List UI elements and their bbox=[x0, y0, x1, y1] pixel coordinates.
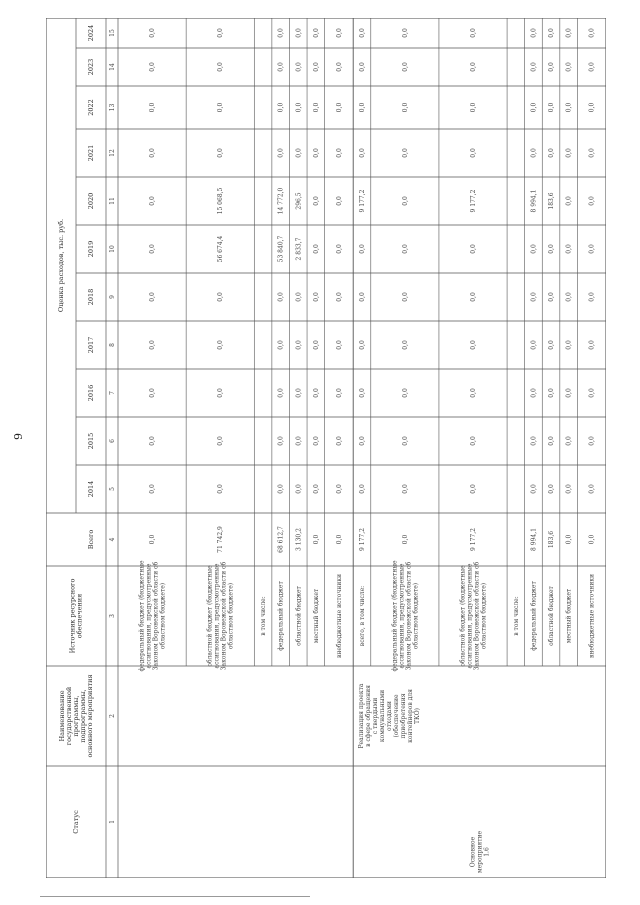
row-6-year-2019: 0,0 bbox=[335, 244, 343, 254]
row-4-year-2021: 0,0 bbox=[294, 148, 302, 158]
row-11-year-2017: 0,0 bbox=[529, 340, 537, 350]
row-5-year-2015: 0,0 bbox=[312, 436, 320, 446]
row-12-year-2018: 0,0 bbox=[547, 292, 555, 302]
row-14-year-2020: 0,0 bbox=[588, 196, 596, 206]
row-9-year-2024: 0,0 bbox=[469, 28, 477, 38]
column-number-1: 1 bbox=[108, 820, 116, 824]
row-3-year-2017: 0,0 bbox=[277, 340, 285, 350]
row-1-year-2017: 0,0 bbox=[216, 340, 224, 350]
row-7-year-2024: 0,0 bbox=[358, 28, 366, 38]
row-3-year-2016: 0,0 bbox=[277, 388, 285, 398]
row-total-14: 0,0 bbox=[588, 534, 596, 545]
row-13-year-2014: 0,0 bbox=[565, 484, 573, 494]
row-6-year-2021: 0,0 bbox=[335, 148, 343, 158]
row-12-year-2016: 0,0 bbox=[547, 388, 555, 398]
row-total-7: 9 177,2 bbox=[358, 528, 366, 551]
row-7-year-2018: 0,0 bbox=[358, 292, 366, 302]
row-4-year-2015: 0,0 bbox=[294, 436, 302, 446]
row-1-year-2021: 0,0 bbox=[216, 148, 224, 158]
row-14-year-2024: 0,0 bbox=[588, 28, 596, 38]
column-number-6: 6 bbox=[108, 439, 116, 443]
row-1-year-2019: 56 674,4 bbox=[216, 235, 224, 263]
header-year-2015: 2015 bbox=[87, 432, 95, 450]
row-total-5: 0,0 bbox=[312, 534, 320, 545]
row-5-year-2023: 0,0 bbox=[312, 62, 320, 72]
row-13-year-2019: 0,0 bbox=[565, 244, 573, 254]
row-9-year-2022: 0,0 bbox=[469, 102, 477, 113]
row-4-year-2022: 0,0 bbox=[294, 102, 302, 113]
row-13-year-2023: 0,0 bbox=[565, 62, 573, 72]
row-12-year-2022: 0,0 bbox=[547, 102, 555, 113]
row-4-year-2023: 0,0 bbox=[294, 62, 302, 72]
row-source-10: в том числе: bbox=[512, 596, 520, 636]
row-3-year-2015: 0,0 bbox=[277, 436, 285, 446]
row-7-year-2017: 0,0 bbox=[358, 340, 366, 350]
row-13-year-2024: 0,0 bbox=[565, 28, 573, 38]
row-3-year-2022: 0,0 bbox=[277, 102, 285, 113]
row-9-year-2023: 0,0 bbox=[469, 62, 477, 72]
header-year-2014: 2014 bbox=[87, 480, 95, 498]
row-7-year-2015: 0,0 bbox=[358, 436, 366, 446]
header-year-2017: 2017 bbox=[87, 336, 95, 354]
column-number-5: 5 bbox=[108, 487, 116, 491]
row-7-year-2021: 0,0 bbox=[358, 148, 366, 158]
row-5-year-2018: 0,0 bbox=[312, 292, 320, 302]
row-6-year-2015: 0,0 bbox=[335, 436, 343, 446]
row-9-year-2015: 0,0 bbox=[469, 436, 477, 446]
row-source-4: областной бюджет bbox=[294, 586, 302, 646]
row-source-0: федеральный бюджет (бюджетныеассигнования, предусмотренныеЗаконом Воронежской области обобластном бюджете) bbox=[138, 560, 167, 672]
row-5-year-2017: 0,0 bbox=[312, 340, 320, 350]
column-number-14: 14 bbox=[108, 63, 116, 71]
row-9-year-2021: 0,0 bbox=[469, 148, 477, 158]
row-5-year-2016: 0,0 bbox=[312, 388, 320, 398]
row-8-year-2021: 0,0 bbox=[401, 148, 409, 158]
row-9-year-2016: 0,0 bbox=[469, 388, 477, 398]
row-3-year-2024: 0,0 bbox=[277, 28, 285, 38]
row-4-year-2016: 0,0 bbox=[294, 388, 302, 398]
row-6-year-2016: 0,0 bbox=[335, 388, 343, 398]
row-0-year-2014: 0,0 bbox=[148, 484, 156, 494]
row-11-year-2024: 0,0 bbox=[529, 28, 537, 38]
row-7-year-2022: 0,0 bbox=[358, 102, 366, 113]
column-number-10: 10 bbox=[108, 245, 116, 253]
row-11-year-2015: 0,0 bbox=[529, 436, 537, 446]
row-3-year-2018: 0,0 bbox=[277, 292, 285, 302]
row-8-year-2017: 0,0 bbox=[401, 340, 409, 350]
row-1-year-2014: 0,0 bbox=[216, 484, 224, 494]
row-7-year-2014: 0,0 bbox=[358, 484, 366, 494]
row-1-year-2022: 0,0 bbox=[216, 102, 224, 113]
row-6-year-2024: 0,0 bbox=[335, 28, 343, 38]
row-13-year-2022: 0,0 bbox=[565, 102, 573, 113]
row-0-year-2017: 0,0 bbox=[148, 340, 156, 350]
row-8-year-2015: 0,0 bbox=[401, 436, 409, 446]
row-total-11: 8 994,1 bbox=[529, 528, 537, 551]
row-source-9: областной бюджет (бюджетныеассигнования, предусмотренныеЗаконом Воронежской области обобластном бюджете) bbox=[459, 561, 488, 671]
row-5-year-2021: 0,0 bbox=[312, 148, 320, 158]
row-5-year-2024: 0,0 bbox=[312, 28, 320, 38]
row-total-0: 0,0 bbox=[148, 534, 156, 545]
row-total-13: 0,0 bbox=[565, 534, 573, 545]
row-3-year-2014: 0,0 bbox=[277, 484, 285, 494]
header-year-2020: 2020 bbox=[87, 192, 95, 210]
row-6-year-2023: 0,0 bbox=[335, 62, 343, 72]
header-group-title: Оценка расходов, тыс. руб. bbox=[57, 218, 65, 313]
row-14-year-2014: 0,0 bbox=[588, 484, 596, 494]
row-13-year-2018: 0,0 bbox=[565, 292, 573, 302]
row-4-year-2018: 0,0 bbox=[294, 292, 302, 302]
row-total-6: 0,0 bbox=[335, 534, 343, 545]
row-14-year-2017: 0,0 bbox=[588, 340, 596, 350]
row-source-2: в том числе: bbox=[259, 596, 267, 636]
header-year-2023: 2023 bbox=[87, 58, 95, 76]
header-name: Наименованиегосударственнойпрограммы,подпрограммы,основного мероприятия bbox=[58, 674, 94, 758]
section-status: Основноемероприятие1.6 bbox=[469, 830, 491, 874]
row-source-13: местный бюджет bbox=[565, 588, 573, 644]
row-total-1: 71 742,9 bbox=[216, 526, 224, 553]
row-6-year-2017: 0,0 bbox=[335, 340, 343, 350]
row-source-1: областной бюджет (бюджетныеассигнования, предусмотренныеЗаконом Воронежской области обобластном бюджете) bbox=[206, 561, 235, 671]
row-1-year-2024: 0,0 bbox=[216, 28, 224, 38]
row-source-6: внебюджетные источники bbox=[335, 573, 343, 659]
row-12-year-2024: 0,0 bbox=[547, 28, 555, 38]
column-number-9: 9 bbox=[108, 295, 116, 299]
column-number-7: 7 bbox=[108, 391, 116, 395]
row-13-year-2021: 0,0 bbox=[565, 148, 573, 158]
row-8-year-2024: 0,0 bbox=[401, 28, 409, 38]
row-11-year-2016: 0,0 bbox=[529, 388, 537, 398]
row-0-year-2023: 0,0 bbox=[148, 62, 156, 72]
table-frame bbox=[46, 18, 606, 878]
column-number-12: 12 bbox=[108, 149, 116, 157]
row-0-year-2024: 0,0 bbox=[148, 28, 156, 38]
row-5-year-2019: 0,0 bbox=[312, 244, 320, 254]
column-number-15: 15 bbox=[108, 29, 116, 37]
row-5-year-2020: 0,0 bbox=[312, 196, 320, 206]
header-year-2021: 2021 bbox=[87, 144, 95, 162]
row-14-year-2015: 0,0 bbox=[588, 436, 596, 446]
row-1-year-2018: 0,0 bbox=[216, 292, 224, 302]
row-9-year-2019: 0,0 bbox=[469, 244, 477, 254]
row-6-year-2022: 0,0 bbox=[335, 102, 343, 113]
row-5-year-2014: 0,0 bbox=[312, 484, 320, 494]
row-7-year-2016: 0,0 bbox=[358, 388, 366, 398]
budget-table bbox=[46, 18, 606, 878]
row-14-year-2016: 0,0 bbox=[588, 388, 596, 398]
row-total-9: 9 177,2 bbox=[469, 528, 477, 551]
row-12-year-2020: 183,6 bbox=[547, 192, 555, 210]
row-source-12: областной бюджет bbox=[547, 586, 555, 646]
row-total-12: 183,6 bbox=[547, 530, 555, 549]
row-source-7: всего, в том числе: bbox=[358, 585, 366, 647]
row-9-year-2020: 9 177,2 bbox=[469, 189, 477, 213]
header-status: Статус bbox=[72, 810, 80, 834]
header-total: Всего bbox=[87, 529, 95, 550]
header-source: Источник ресурсногообеспечения bbox=[68, 578, 84, 654]
row-source-14: внебюджетные источники bbox=[588, 573, 596, 659]
row-14-year-2022: 0,0 bbox=[588, 102, 596, 113]
row-12-year-2019: 0,0 bbox=[547, 244, 555, 254]
row-7-year-2023: 0,0 bbox=[358, 62, 366, 72]
row-7-year-2020: 9 177,2 bbox=[358, 189, 366, 213]
row-8-year-2019: 0,0 bbox=[401, 244, 409, 254]
budget-table-svg bbox=[46, 18, 606, 878]
row-source-11: федеральный бюджет bbox=[529, 581, 537, 651]
header-year-2022: 2022 bbox=[87, 99, 95, 116]
row-11-year-2020: 8 994,1 bbox=[529, 189, 537, 213]
row-9-year-2017: 0,0 bbox=[469, 340, 477, 350]
row-4-year-2019: 2 833,7 bbox=[294, 237, 302, 261]
row-13-year-2017: 0,0 bbox=[565, 340, 573, 350]
row-1-year-2020: 15 068,5 bbox=[216, 187, 224, 215]
column-number-13: 13 bbox=[108, 103, 116, 112]
row-9-year-2014: 0,0 bbox=[469, 484, 477, 494]
row-11-year-2022: 0,0 bbox=[529, 102, 537, 113]
row-6-year-2020: 0,0 bbox=[335, 196, 343, 206]
row-source-8: федеральный бюджет (бюджетныеассигнования, предусмотренныеЗаконом Воронежской области обобластном бюджете) bbox=[390, 560, 419, 672]
row-total-4: 3 130,2 bbox=[294, 528, 302, 551]
row-3-year-2021: 0,0 bbox=[277, 148, 285, 158]
row-0-year-2018: 0,0 bbox=[148, 292, 156, 302]
row-4-year-2017: 0,0 bbox=[294, 340, 302, 350]
row-9-year-2018: 0,0 bbox=[469, 292, 477, 302]
header-year-2018: 2018 bbox=[87, 288, 95, 306]
column-number-8: 8 bbox=[108, 343, 116, 347]
row-4-year-2020: 296,5 bbox=[294, 192, 302, 210]
row-0-year-2022: 0,0 bbox=[148, 102, 156, 113]
row-12-year-2021: 0,0 bbox=[547, 148, 555, 158]
row-4-year-2024: 0,0 bbox=[294, 28, 302, 38]
row-7-year-2019: 0,0 bbox=[358, 244, 366, 254]
row-1-year-2023: 0,0 bbox=[216, 62, 224, 72]
row-12-year-2015: 0,0 bbox=[547, 436, 555, 446]
row-14-year-2019: 0,0 bbox=[588, 244, 596, 254]
row-1-year-2015: 0,0 bbox=[216, 436, 224, 446]
row-8-year-2014: 0,0 bbox=[401, 484, 409, 494]
row-8-year-2023: 0,0 bbox=[401, 62, 409, 72]
column-number-3: 3 bbox=[108, 614, 116, 618]
row-11-year-2018: 0,0 bbox=[529, 292, 537, 302]
row-11-year-2014: 0,0 bbox=[529, 484, 537, 494]
header-year-2016: 2016 bbox=[87, 384, 95, 402]
header-year-2019: 2019 bbox=[87, 240, 95, 258]
row-5-year-2022: 0,0 bbox=[312, 102, 320, 113]
row-0-year-2021: 0,0 bbox=[148, 148, 156, 158]
row-6-year-2018: 0,0 bbox=[335, 292, 343, 302]
row-0-year-2016: 0,0 bbox=[148, 388, 156, 398]
row-6-year-2014: 0,0 bbox=[335, 484, 343, 494]
row-14-year-2018: 0,0 bbox=[588, 292, 596, 302]
column-number-4: 4 bbox=[108, 537, 116, 542]
row-source-5: местный бюджет bbox=[312, 588, 320, 644]
row-13-year-2020: 0,0 bbox=[565, 196, 573, 206]
column-number-2: 2 bbox=[108, 714, 116, 718]
row-13-year-2015: 0,0 bbox=[565, 436, 573, 446]
row-11-year-2021: 0,0 bbox=[529, 148, 537, 158]
row-1-year-2016: 0,0 bbox=[216, 388, 224, 398]
row-8-year-2016: 0,0 bbox=[401, 388, 409, 398]
row-11-year-2019: 0,0 bbox=[529, 244, 537, 254]
row-0-year-2015: 0,0 bbox=[148, 436, 156, 446]
row-total-8: 0,0 bbox=[401, 534, 409, 545]
column-number-11: 11 bbox=[108, 197, 116, 205]
row-source-3: федеральный бюджет bbox=[277, 581, 285, 651]
row-3-year-2020: 14 772,0 bbox=[277, 187, 285, 215]
page-number: 9 bbox=[12, 433, 25, 440]
row-8-year-2018: 0,0 bbox=[401, 292, 409, 302]
row-14-year-2023: 0,0 bbox=[588, 62, 596, 72]
row-8-year-2020: 0,0 bbox=[401, 196, 409, 206]
footer-rule bbox=[40, 896, 310, 897]
row-4-year-2014: 0,0 bbox=[294, 484, 302, 494]
row-11-year-2023: 0,0 bbox=[529, 62, 537, 72]
section-name: Реализация проектав сфере обращенияс твердымикоммунальнымиотходами(обеспечениеприобретенияконтейнеров дляТКО) bbox=[357, 683, 421, 749]
row-13-year-2016: 0,0 bbox=[565, 388, 573, 398]
row-total-3: 68 612,7 bbox=[277, 526, 285, 553]
row-12-year-2014: 0,0 bbox=[547, 484, 555, 494]
row-12-year-2023: 0,0 bbox=[547, 62, 555, 72]
row-14-year-2021: 0,0 bbox=[588, 148, 596, 158]
row-0-year-2020: 0,0 bbox=[148, 196, 156, 206]
row-3-year-2019: 53 840,7 bbox=[277, 235, 285, 263]
row-3-year-2023: 0,0 bbox=[277, 62, 285, 72]
row-0-year-2019: 0,0 bbox=[148, 244, 156, 254]
header-year-2024: 2024 bbox=[87, 24, 95, 42]
row-12-year-2017: 0,0 bbox=[547, 340, 555, 350]
row-8-year-2022: 0,0 bbox=[401, 102, 409, 113]
